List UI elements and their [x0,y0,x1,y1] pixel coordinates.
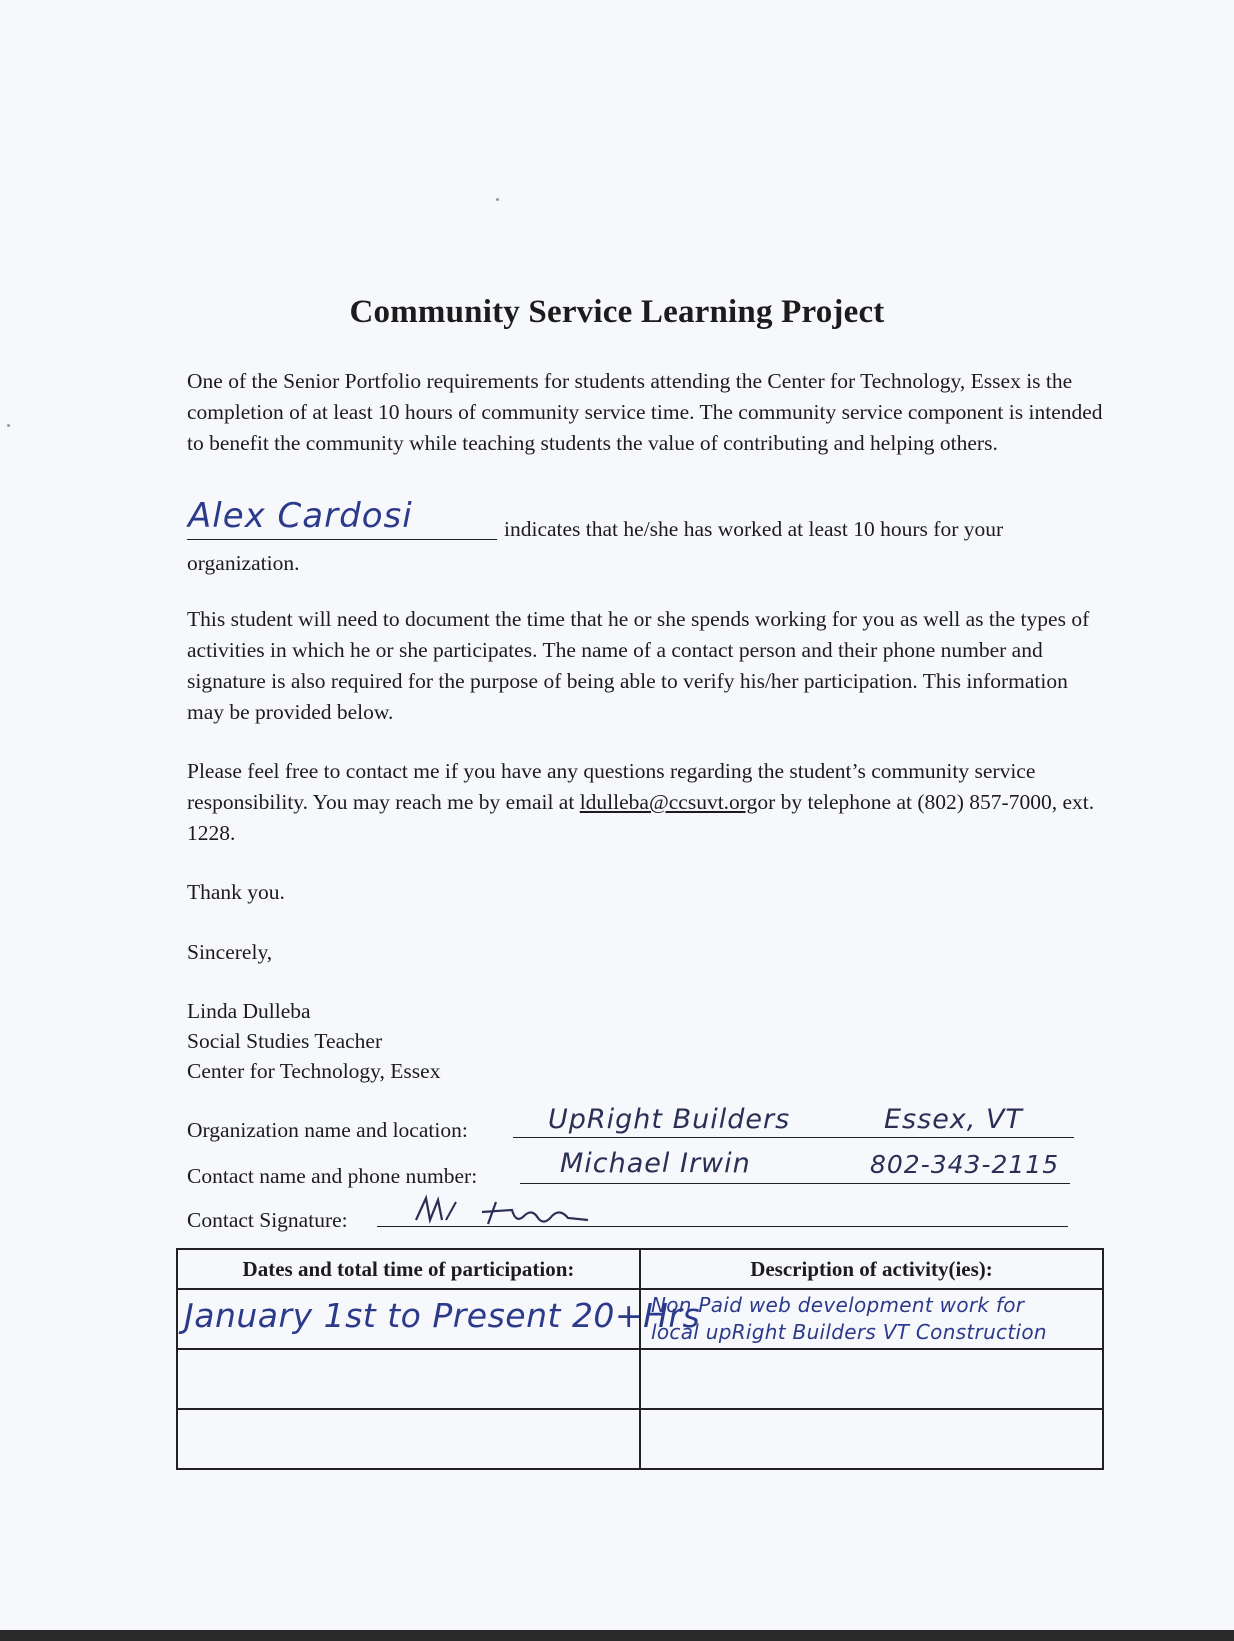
paper-speck [7,424,10,427]
description-line-2: local upRight Builders VT Construction [651,1320,1047,1344]
dates-cell [177,1409,640,1469]
teacher-email-link[interactable]: ldulleba@ccsuvt.org [579,790,758,814]
contact-underline [520,1183,1070,1184]
org-location-handwritten: Essex, VT [884,1104,1023,1135]
header-dates: Dates and total time of participation: [177,1249,640,1289]
contact-phone-handwritten: 802-343-2115 [870,1150,1060,1179]
page-title: Community Service Learning Project [349,294,885,330]
thanks-line: Thank you. [187,880,285,904]
table-row [177,1349,1103,1409]
org-underline [513,1137,1074,1138]
description-cell [640,1349,1103,1409]
org-label: Organization name and location: [187,1118,468,1142]
description-cell [640,1409,1103,1469]
teacher-school: Center for Technology, Essex [187,1059,441,1083]
scan-bottom-edge [0,1630,1234,1641]
table-row [177,1289,1103,1349]
dates-cell [177,1349,640,1409]
teacher-role: Social Studies Teacher [187,1029,383,1053]
header-description: Description of activity(ies): [640,1249,1103,1289]
contact-name-handwritten: Michael Irwin [560,1148,751,1179]
contact-text-after: or by telephone at (802) 857-7000, ext. 1228. [187,790,1095,845]
contact-label: Contact name and phone number: [187,1164,478,1188]
description-line-1: Non Paid web development work for [651,1293,1025,1317]
dates-handwritten: January 1st to Present 20+Hrs [184,1296,701,1335]
signature-label: Contact Signature: [187,1208,348,1232]
dates-cell [177,1289,701,1349]
participation-table [176,1248,1104,1470]
teacher-name: Linda Dulleba [187,999,311,1023]
contact-text-before: Please feel free to contact me if you have any questions regarding the student’s community service responsibility. You may reach me by email at [187,759,1036,814]
description-cell [640,1289,1103,1349]
table-header-row [177,1249,1103,1289]
intro-paragraph: One of the Senior Portfolio requirements for students attending the Center for Technology, Essex is the completion of at least 10 hours of community service time. The community service component is intended to benefit the community while teaching students the value of contributing and helping others. [187,369,1103,455]
org-name-handwritten: UpRight Builders [548,1104,791,1135]
student-name-handwritten: Alex Cardosi [188,496,413,536]
documentation-paragraph: This student will need to document the time that he or she spends working for you as well as the types of activities in which he or she participates. The name of a contact person and their phone number and signature is also required for the purpose of being able to verify his/her participation. This information may be provided below. [187,607,1090,724]
paper-speck [496,198,499,201]
contact-signature-scribble [412,1190,632,1232]
sincerely-line: Sincerely, [187,940,273,964]
contact-paragraph [187,756,1107,849]
student-statement-end: organization. [187,551,300,575]
student-name-underline [187,539,497,540]
table-row [177,1409,1103,1469]
student-statement: indicates that he/she has worked at least 10 hours for your [504,517,1004,541]
